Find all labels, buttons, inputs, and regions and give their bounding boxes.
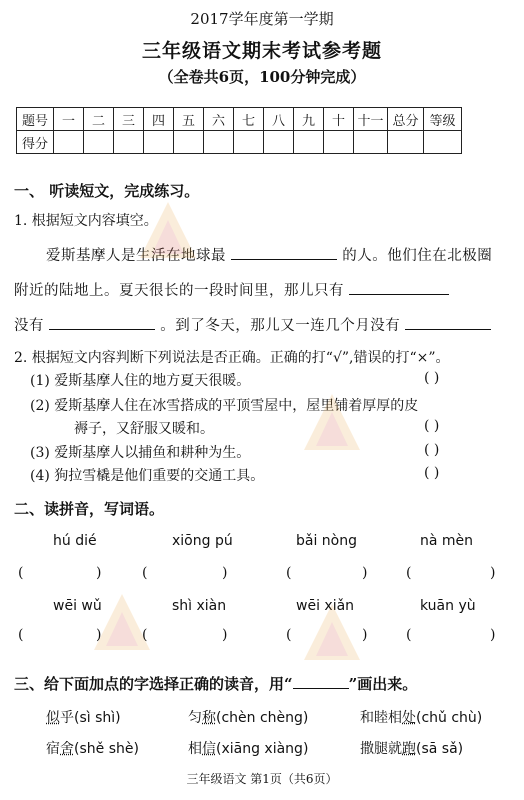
fill-blank-2[interactable] (349, 280, 449, 295)
answer-box-close[interactable]: ) (222, 627, 228, 643)
answer-box-close[interactable]: ) (96, 627, 102, 643)
word-pre: 撒腿就 (360, 741, 402, 757)
pinyin-6: shì xiàn (172, 598, 227, 614)
score-cell: 题号 (17, 108, 54, 131)
word-rest: 乎 (60, 710, 74, 726)
pinyin-5: wēi wǔ (53, 598, 102, 614)
answer-box-open[interactable]: ( (18, 565, 24, 581)
reading-choice[interactable]: (shě shè) (74, 741, 139, 757)
score-input-cell[interactable] (204, 131, 234, 154)
word-pre: 相 (188, 741, 202, 757)
score-input-cell[interactable] (54, 131, 84, 154)
watermark-logo-icon (90, 590, 154, 654)
page-footer: 三年级语文 第1页（共6页） (186, 772, 338, 786)
section3-heading-text: 三、给下面加点的字选择正确的读音，用“ (14, 675, 293, 693)
answer-box-open[interactable]: ( (406, 565, 412, 581)
answer-box-open[interactable]: ( (18, 627, 24, 643)
passage-text: 。到了冬天，那儿又一连几个月没有 (160, 318, 401, 334)
watermark-logo-icon (300, 600, 364, 664)
score-cell: 七 (234, 108, 264, 131)
judge-item-1: (1) 爱斯基摩人住的地方夏天很暖。 (30, 373, 251, 389)
score-input-cell[interactable] (84, 131, 114, 154)
exam-note: （全卷共6页，100分钟完成） (158, 68, 366, 86)
passage-line-3 (14, 314, 491, 335)
reading-choice[interactable]: (sā sǎ) (416, 741, 464, 757)
score-cell: 一 (54, 108, 84, 131)
pinyin-1: hú dié (53, 533, 97, 549)
judge-item-4: (4) 狗拉雪橇是他们重要的交通工具。 (30, 468, 265, 484)
section1-heading: 一、 听读短文，完成练习。 (14, 182, 200, 200)
underline-sample (293, 676, 349, 689)
score-cell: 三 (114, 108, 144, 131)
answer-box-close[interactable]: ) (490, 565, 496, 581)
fill-blank-3[interactable] (49, 315, 155, 330)
q1-prompt: 1. 根据短文内容填空。 (14, 213, 158, 229)
answer-box-open[interactable]: ( (406, 627, 412, 643)
watermark-logo-icon (300, 390, 364, 454)
section3-heading-text: ”画出来。 (348, 675, 418, 693)
score-cell: 八 (264, 108, 294, 131)
score-cell: 十 (324, 108, 354, 131)
score-input-cell[interactable] (324, 131, 354, 154)
score-cell: 九 (294, 108, 324, 131)
pinyin-8: kuān yù (420, 598, 476, 614)
reading-option-4[interactable] (46, 738, 139, 758)
score-cell: 四 (144, 108, 174, 131)
reading-option-1[interactable] (46, 707, 121, 727)
fill-blank-1[interactable] (231, 245, 337, 260)
dotted-char: 跑 (402, 741, 416, 757)
watermark-logo-icon (136, 198, 200, 262)
passage-text: 的人。他们住在北极圈 (342, 248, 493, 264)
reading-option-6[interactable] (360, 738, 463, 758)
reading-option-2[interactable] (188, 707, 308, 727)
judge-answer-1[interactable]: ( ) (424, 370, 440, 386)
reading-option-5[interactable] (188, 738, 308, 758)
score-cell: 六 (204, 108, 234, 131)
reading-choice[interactable]: (sì shì) (74, 710, 121, 726)
q2-prompt: 2. 根据短文内容判断下列说法是否正确。正确的打“√”,错误的打“×”。 (14, 350, 450, 366)
dotted-char: 信 (202, 741, 216, 757)
score-input-cell[interactable] (144, 131, 174, 154)
judge-item-2-cont: 褥子，又舒服又暖和。 (74, 421, 214, 437)
answer-box-close[interactable]: ) (362, 627, 368, 643)
answer-box-close[interactable]: ) (490, 627, 496, 643)
score-input-cell[interactable] (354, 131, 388, 154)
score-cell: 等级 (424, 108, 462, 131)
pinyin-4: nà mèn (420, 533, 474, 549)
score-input-cell[interactable] (294, 131, 324, 154)
dotted-char: 舍 (60, 741, 74, 757)
score-row-label: 得分 (17, 131, 54, 154)
passage-line-1 (46, 244, 492, 265)
judge-item-2: (2) 爱斯基摩人住在冰雪搭成的平顶雪屋中，屋里铺着厚厚的皮 (30, 398, 419, 414)
dotted-char: 处 (402, 710, 416, 726)
exam-title: 三年级语文期末考试参考题 (141, 40, 382, 62)
passage-line-2 (14, 279, 449, 300)
score-table-header-row (17, 108, 462, 131)
passage-text: 爱斯基摩人是生活在地球最 (46, 248, 226, 264)
word-pre: 匀 (188, 710, 202, 726)
fill-blank-4[interactable] (405, 315, 491, 330)
score-input-cell[interactable] (388, 131, 424, 154)
answer-box-open[interactable]: ( (142, 565, 148, 581)
dotted-char: 似 (46, 710, 60, 726)
answer-box-close[interactable]: ) (222, 565, 228, 581)
pinyin-2: xiōng pú (172, 533, 233, 549)
word-pre: 和睦相 (360, 710, 402, 726)
judge-answer-2[interactable]: ( ) (424, 418, 440, 434)
pinyin-3: bǎi nòng (296, 533, 358, 549)
passage-text: 附近的陆地上。夏天很长的一段时间里，那儿只有 (14, 283, 344, 299)
judge-answer-3[interactable]: ( ) (424, 442, 440, 458)
score-input-cell[interactable] (174, 131, 204, 154)
section2-heading: 二、读拼音，写词语。 (14, 500, 165, 518)
score-input-cell[interactable] (264, 131, 294, 154)
score-table (16, 107, 462, 154)
pinyin-7: wēi xiǎn (296, 598, 355, 614)
score-cell: 五 (174, 108, 204, 131)
answer-box-open[interactable]: ( (286, 627, 292, 643)
section3-heading (14, 673, 417, 694)
score-cell: 二 (84, 108, 114, 131)
score-table-score-row (17, 131, 462, 154)
dotted-char: 称 (202, 710, 216, 726)
judge-answer-4[interactable]: ( ) (424, 465, 440, 481)
answer-box-close[interactable]: ) (362, 565, 368, 581)
reading-choice[interactable]: (xiāng xiàng) (216, 741, 309, 757)
passage-text: 没有 (14, 318, 44, 334)
term-label: 2017学年度第一学期 (190, 10, 334, 28)
answer-box-close[interactable]: ) (96, 565, 102, 581)
score-input-cell[interactable] (114, 131, 144, 154)
judge-item-3: (3) 爱斯基摩人以捕鱼和耕种为生。 (30, 445, 251, 461)
word-pre: 宿 (46, 741, 60, 757)
score-cell: 总分 (388, 108, 424, 131)
answer-box-open[interactable]: ( (286, 565, 292, 581)
reading-choice[interactable]: (chèn chèng) (216, 710, 309, 726)
score-cell: 十一 (354, 108, 388, 131)
reading-option-3[interactable] (360, 707, 482, 727)
score-input-cell[interactable] (234, 131, 264, 154)
answer-box-open[interactable]: ( (142, 627, 148, 643)
reading-choice[interactable]: (chǔ chù) (416, 710, 483, 726)
score-input-cell[interactable] (424, 131, 462, 154)
